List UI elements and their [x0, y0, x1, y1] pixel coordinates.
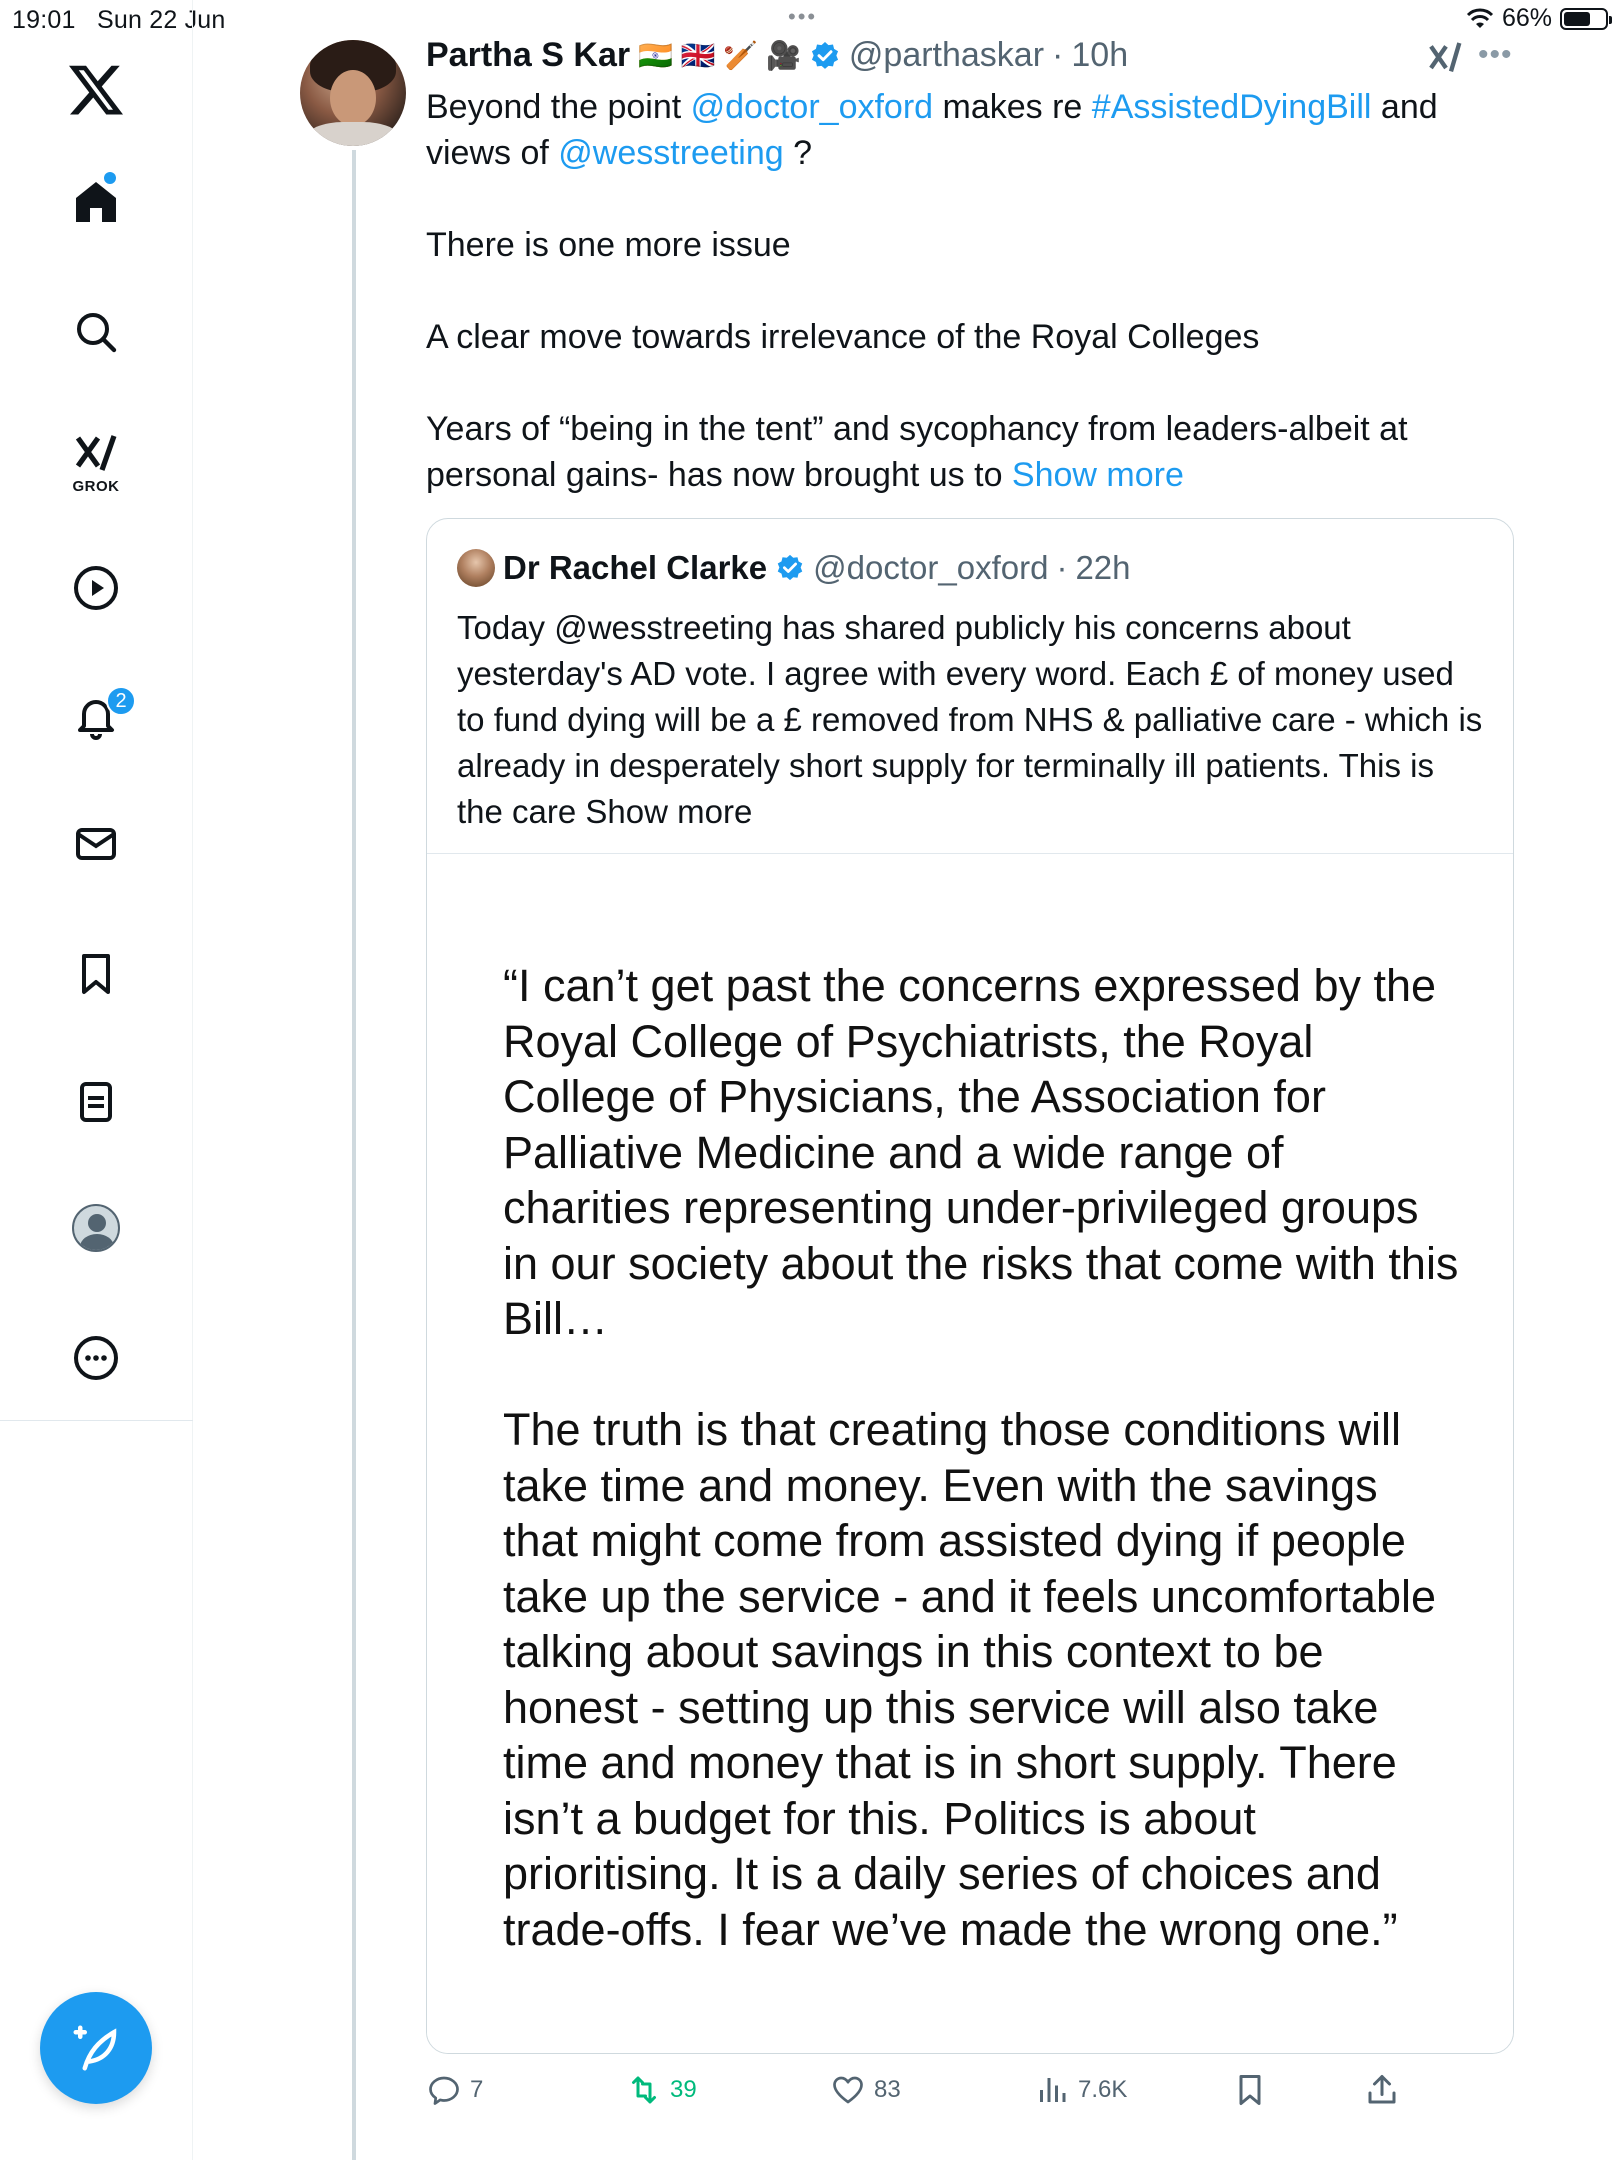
views-chart-icon: [1034, 2072, 1070, 2108]
tweet-text-end: ?: [783, 134, 813, 172]
heart-icon: [830, 2072, 866, 2108]
sidebar: [0, 0, 193, 2160]
verified-badge-icon: [809, 40, 841, 72]
grok-label: GROK: [72, 478, 120, 495]
bookmark-action-icon: [1232, 2072, 1268, 2108]
reply-count: 7: [470, 2076, 484, 2103]
tweet-text-mid: makes re: [933, 88, 1092, 126]
repost-button[interactable]: [626, 2072, 697, 2108]
tweet-header: [426, 36, 1128, 75]
grok-icon: [72, 430, 120, 478]
x-logo-icon[interactable]: [66, 60, 126, 120]
tweet-text-post: and views of: [426, 88, 1438, 172]
show-more-link[interactable]: Show more: [1011, 456, 1184, 494]
tweet-actions: [426, 2072, 1516, 2122]
compose-feather-icon: [69, 2021, 123, 2075]
quote-header-separator: ·: [1056, 549, 1068, 586]
quoted-tweet[interactable]: [426, 518, 1514, 2054]
views-button[interactable]: [1034, 2072, 1127, 2108]
more-options-icon[interactable]: •••: [1478, 38, 1513, 71]
author-avatar[interactable]: [300, 40, 406, 146]
nav-search[interactable]: [66, 302, 126, 362]
search-icon: [72, 308, 120, 356]
repost-icon: [626, 2072, 662, 2108]
quote-author-avatar: [457, 549, 495, 587]
home-icon: [72, 178, 120, 226]
nav-home[interactable]: [66, 172, 126, 232]
wifi-icon: [1466, 8, 1494, 30]
home-unread-dot: [104, 172, 116, 184]
like-button[interactable]: [830, 2072, 901, 2108]
repost-count: 39: [670, 2076, 697, 2103]
hashtag-link[interactable]: #AssistedDyingBill: [1091, 88, 1372, 126]
battery-icon: [1560, 8, 1608, 30]
nav-messages[interactable]: [66, 814, 126, 874]
status-right: [1466, 4, 1608, 33]
bookmark-icon: [72, 950, 120, 998]
nav-grok[interactable]: [66, 424, 126, 484]
share-button[interactable]: [1364, 2072, 1400, 2108]
envelope-icon: [72, 820, 120, 868]
reply-icon: [426, 2072, 462, 2108]
bookmark-button[interactable]: [1232, 2072, 1268, 2108]
tweet-paragraph-3: A clear move towards irrelevance of the Royal Colleges: [426, 318, 1260, 356]
grok-explain-icon[interactable]: [1426, 38, 1466, 78]
tweet-text: [426, 84, 1486, 498]
play-circle-icon: [72, 564, 120, 612]
tweet-paragraph-4: Years of “being in the tent” and sycophancy from leaders-albeit at personal gains- has now brought us to: [426, 410, 1408, 494]
quote-image-text: [503, 958, 1463, 1957]
mention-doctor-oxford[interactable]: @doctor_oxford: [690, 88, 934, 126]
nav-profile[interactable]: [72, 1204, 120, 1252]
multitasking-dots[interactable]: •••: [788, 4, 818, 29]
nav-more[interactable]: [66, 1328, 126, 1388]
tweet-time[interactable]: 10h: [1071, 36, 1129, 74]
quote-text: Today @wesstreeting has shared publicly his concerns about yesterday's AD vote. I agree with every word. Each £ of money used to fund dying will be a £ removed from NHS & palliative care - which is already in desperately short supply for terminally ill patients. This is the care Show more: [457, 609, 1483, 830]
quote-verified-badge-icon: [775, 553, 805, 583]
quote-image-paragraph-2: The truth is that creating those conditions will take time and money. Even with the savings that might come from assisted dying if people take up the service - and it feels uncomfortable talking about savings in this context to be honest - setting up this service will also take time and money that is in short supply. There isn’t a budget for this. Politics is about prioritising. It is a daily series of choices and trade-offs. I fear we’ve made the wrong one.”: [503, 1404, 1437, 1955]
list-document-icon: [72, 1078, 120, 1126]
nav-lists[interactable]: [66, 1072, 126, 1132]
header-separator: ·: [1052, 36, 1064, 74]
author-name[interactable]: Partha S Kar: [426, 36, 631, 74]
reply-button[interactable]: [426, 2072, 483, 2108]
battery-percent: 66%: [1501, 4, 1552, 32]
author-emojis: 🇮🇳 🇬🇧 🏏 🎥: [638, 40, 801, 71]
thread-line: [352, 150, 356, 2160]
compose-button[interactable]: [40, 1992, 152, 2104]
quote-image-paragraph-1: “I can’t get past the concerns expressed by the Royal College of Psychiatrists, the Royal College of Physicians, the Association for Palliative Medicine and a wide range of charities representing under-privileged groups in our society about the risks that come with this Bill…: [503, 960, 1459, 1344]
more-circle-icon: [72, 1334, 120, 1382]
status-time: 19:01 Sun 22 Jun: [12, 6, 226, 34]
notification-badge: 2: [106, 686, 136, 716]
quote-time: 22h: [1075, 549, 1131, 586]
sidebar-divider: [0, 1420, 193, 1421]
like-count: 83: [874, 2076, 901, 2103]
quote-image[interactable]: [427, 854, 1513, 2054]
mention-wesstreeting[interactable]: @wesstreeting: [558, 134, 784, 172]
share-icon: [1364, 2072, 1400, 2108]
nav-video[interactable]: [66, 558, 126, 618]
author-handle[interactable]: @parthaskar: [848, 36, 1045, 74]
views-count: 7.6K: [1078, 2076, 1128, 2103]
quote-author-name: Dr Rachel Clarke: [503, 549, 768, 586]
tweet-paragraph-2: There is one more issue: [426, 226, 791, 264]
nav-bookmarks[interactable]: [66, 944, 126, 1004]
quote-header: [457, 549, 1131, 587]
tweet-text-intro: Beyond the point: [426, 88, 691, 126]
quote-author-handle: @doctor_oxford: [813, 549, 1049, 586]
